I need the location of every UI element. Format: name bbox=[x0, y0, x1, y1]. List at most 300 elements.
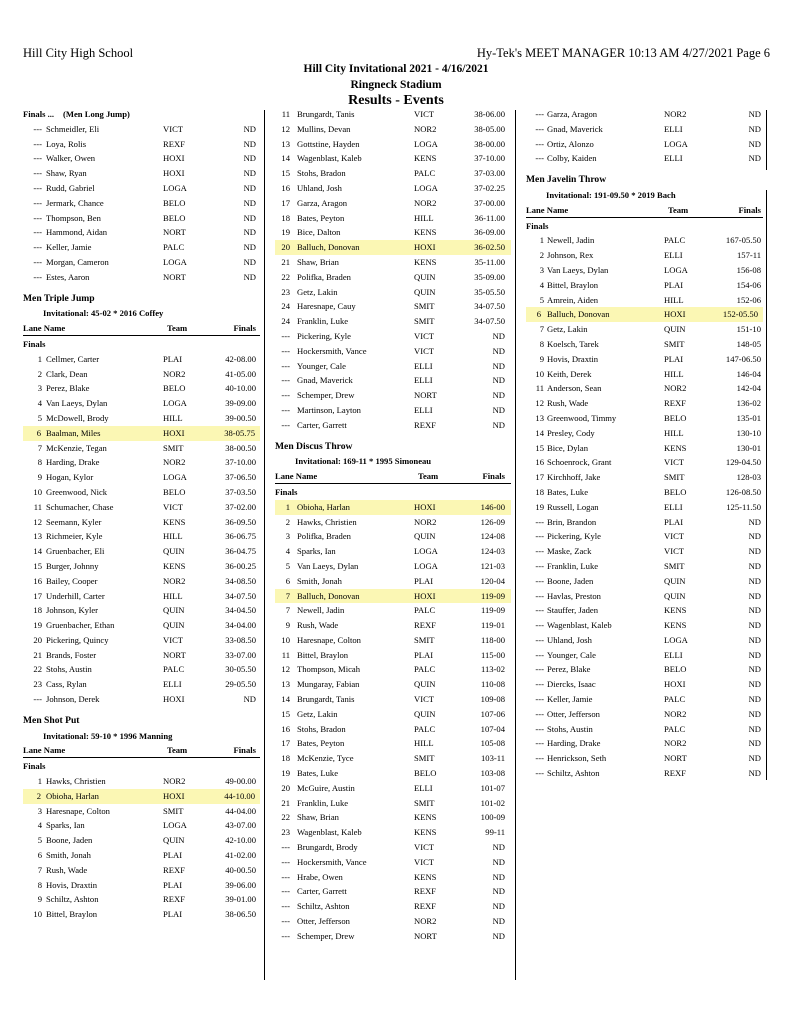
place: 7 bbox=[285, 590, 290, 601]
team-code: SMIT bbox=[414, 316, 435, 327]
place: --- bbox=[281, 330, 290, 341]
team-code: ELLI bbox=[414, 360, 433, 371]
team-code: KENS bbox=[664, 605, 687, 616]
team-code: VICT bbox=[414, 345, 435, 356]
athlete-name: Getz, Lakin bbox=[297, 708, 338, 719]
team-code: LOGA bbox=[163, 398, 187, 409]
place: 21 bbox=[281, 256, 290, 267]
athlete-name: Bice, Dylan bbox=[547, 442, 589, 453]
event-record bbox=[23, 306, 261, 321]
mark: ND bbox=[748, 123, 761, 134]
mark: 38-00.00 bbox=[474, 138, 505, 149]
mark: 121-03 bbox=[480, 560, 505, 571]
result-row bbox=[526, 618, 766, 633]
mark: 130-01 bbox=[736, 442, 761, 453]
place: 6 bbox=[536, 309, 541, 320]
team-code: HILL bbox=[664, 427, 684, 438]
place: 15 bbox=[535, 442, 544, 453]
athlete-name: Younger, Cale bbox=[547, 649, 596, 660]
team-code: KENS bbox=[414, 812, 437, 823]
team-code: KENS bbox=[414, 227, 437, 238]
mark: ND bbox=[748, 516, 761, 527]
athlete-name: Newell, Jadin bbox=[297, 605, 345, 616]
athlete-name: Keith, Derek bbox=[547, 368, 592, 379]
place: --- bbox=[535, 723, 544, 734]
place: --- bbox=[33, 227, 42, 238]
place: --- bbox=[281, 345, 290, 356]
team-code: QUIN bbox=[414, 271, 436, 282]
athlete-name: Brungardt, Tanis bbox=[297, 109, 355, 119]
result-row bbox=[275, 359, 511, 374]
team-code: BELO bbox=[163, 486, 186, 497]
result-row bbox=[526, 248, 766, 263]
athlete-name: Presley, Cody bbox=[547, 427, 595, 438]
place: --- bbox=[535, 605, 544, 616]
place: 8 bbox=[37, 457, 42, 468]
team-code: NOR2 bbox=[163, 457, 186, 468]
athlete-name: Stohs, Austin bbox=[46, 664, 92, 675]
place: --- bbox=[33, 168, 42, 179]
place: 21 bbox=[281, 797, 290, 808]
athlete-name: Wagenblast, Kaleb bbox=[547, 620, 612, 631]
result-row bbox=[23, 692, 261, 707]
team-code: VICT bbox=[163, 634, 184, 645]
athlete-name: Sparks, Ian bbox=[46, 820, 85, 831]
athlete-name: Polifka, Braden bbox=[297, 271, 351, 282]
team-code: REXF bbox=[163, 894, 185, 905]
mark: 37-10.00 bbox=[225, 457, 256, 468]
team-code: SMIT bbox=[163, 442, 184, 453]
mark: ND bbox=[243, 153, 256, 164]
team-code: NOR2 bbox=[664, 738, 687, 749]
result-row bbox=[23, 485, 261, 500]
finals-header: Finals bbox=[738, 204, 761, 215]
record-text: Invitational: 59-10 * 1996 Manning bbox=[43, 730, 173, 741]
team-code: NORT bbox=[664, 753, 687, 764]
team-code: KENS bbox=[414, 256, 437, 267]
team-code: PLAI bbox=[414, 649, 434, 660]
mark: 135-01 bbox=[736, 412, 761, 423]
place: 21 bbox=[33, 649, 42, 660]
place: --- bbox=[33, 694, 42, 705]
place: 16 bbox=[281, 182, 290, 193]
result-row bbox=[526, 426, 766, 441]
mark: 124-03 bbox=[480, 546, 505, 557]
athlete-name: Walker, Owen bbox=[46, 153, 96, 164]
mark: 148-05 bbox=[736, 338, 761, 349]
place: --- bbox=[33, 212, 42, 223]
result-row bbox=[526, 677, 766, 692]
result-row bbox=[23, 225, 261, 240]
event-title-text: (Men Long Jump) bbox=[63, 109, 130, 119]
team-code: VICT bbox=[163, 123, 184, 134]
athlete-name: Schiltz, Ashton bbox=[547, 768, 600, 779]
result-row bbox=[275, 618, 511, 633]
mark: 39-06.00 bbox=[225, 879, 256, 890]
place: 20 bbox=[33, 634, 42, 645]
team-code: SMIT bbox=[414, 634, 435, 645]
place: --- bbox=[535, 738, 544, 749]
result-row bbox=[526, 603, 766, 618]
athlete-name: Wagenblast, Kaleb bbox=[297, 827, 362, 838]
team-code: HILL bbox=[414, 738, 434, 749]
place: --- bbox=[281, 419, 290, 430]
athlete-name: Shaw, Brian bbox=[297, 812, 339, 823]
team-code: PLAI bbox=[163, 850, 183, 861]
athlete-name: Bittel, Braylon bbox=[46, 909, 98, 920]
results-column-2 bbox=[275, 107, 511, 944]
athlete-name: Hawks, Christien bbox=[46, 776, 106, 787]
place: --- bbox=[535, 634, 544, 645]
finals-header: Finals bbox=[482, 471, 505, 482]
result-row bbox=[23, 907, 261, 922]
mark: ND bbox=[492, 842, 505, 853]
team-code: PALC bbox=[664, 694, 686, 705]
athlete-name: Gottstine, Hayden bbox=[297, 138, 360, 149]
team-code: BELO bbox=[163, 383, 186, 394]
place: 22 bbox=[33, 664, 42, 675]
result-row bbox=[23, 892, 261, 907]
athlete-name: Perez, Blake bbox=[46, 383, 90, 394]
place: 7 bbox=[37, 442, 42, 453]
result-row bbox=[23, 455, 261, 470]
athlete-name: Burger, Johnny bbox=[46, 560, 99, 571]
mark: 157-11 bbox=[736, 250, 761, 261]
column-divider bbox=[515, 110, 516, 980]
mark: 34-07.50 bbox=[474, 316, 505, 327]
result-row bbox=[526, 337, 766, 352]
mark: ND bbox=[243, 138, 256, 149]
athlete-name: Harding, Drake bbox=[46, 457, 100, 468]
mark: 37-06.50 bbox=[225, 472, 256, 483]
mark: 34-04.00 bbox=[225, 620, 256, 631]
athlete-name: Stohs, Bradon bbox=[297, 168, 346, 179]
result-row bbox=[526, 722, 766, 737]
place: 2 bbox=[285, 516, 290, 527]
athlete-name: Bailey, Cooper bbox=[46, 575, 98, 586]
mark: 100-09 bbox=[480, 812, 505, 823]
athlete-name: Estes, Aaron bbox=[46, 271, 90, 282]
mark: ND bbox=[243, 123, 256, 134]
team-code: NOR2 bbox=[163, 575, 186, 586]
team-code: VICT bbox=[414, 330, 435, 341]
mark: 142-04 bbox=[736, 383, 761, 394]
place: 11 bbox=[281, 649, 290, 660]
athlete-name: Hogan, Kylor bbox=[46, 472, 94, 483]
result-row bbox=[23, 411, 261, 426]
team-code: REXF bbox=[414, 886, 436, 897]
athlete-name: Younger, Cale bbox=[297, 360, 346, 371]
mark: 136-02 bbox=[736, 398, 761, 409]
finals-label bbox=[275, 485, 511, 500]
mark: 40-00.50 bbox=[225, 864, 256, 875]
place: --- bbox=[281, 916, 290, 927]
place: 4 bbox=[37, 820, 42, 831]
result-row bbox=[526, 766, 766, 781]
mark: ND bbox=[748, 560, 761, 571]
athlete-name: Rush, Wade bbox=[297, 620, 339, 631]
mark: ND bbox=[492, 930, 505, 941]
place: 7 bbox=[37, 864, 42, 875]
mark: ND bbox=[748, 723, 761, 734]
mark: 34-07.50 bbox=[225, 590, 256, 601]
athlete-name: Kirchhoff, Jake bbox=[547, 472, 601, 483]
place: 1 bbox=[37, 776, 42, 787]
place: 10 bbox=[535, 368, 544, 379]
mark: 37-03.00 bbox=[474, 168, 505, 179]
result-row bbox=[23, 122, 261, 137]
mark: ND bbox=[748, 768, 761, 779]
athlete-name: Uhland, Josh bbox=[297, 182, 342, 193]
mark: 35-09.00 bbox=[474, 271, 505, 282]
team-code: NORT bbox=[414, 390, 437, 401]
result-row bbox=[275, 870, 511, 885]
lane-name-header: Lane Name bbox=[23, 745, 66, 756]
place: --- bbox=[535, 649, 544, 660]
athlete-name: Shaw, Ryan bbox=[46, 168, 87, 179]
place: 18 bbox=[33, 605, 42, 616]
mark: 130-10 bbox=[736, 427, 761, 438]
event-title bbox=[275, 440, 511, 455]
mark: 126-09 bbox=[480, 516, 505, 527]
team-code: QUIN bbox=[414, 286, 436, 297]
team-code: PLAI bbox=[664, 279, 684, 290]
result-row bbox=[275, 677, 511, 692]
athlete-name: McDowell, Brody bbox=[46, 412, 109, 423]
athlete-name: Diercks, Isaac bbox=[547, 679, 596, 690]
athlete-name: Schumacher, Chase bbox=[46, 501, 114, 512]
athlete-name: Rush, Wade bbox=[547, 398, 589, 409]
result-row bbox=[23, 818, 261, 833]
team-code: BELO bbox=[664, 486, 687, 497]
team-code: REXF bbox=[414, 620, 436, 631]
mark: 152-06 bbox=[736, 294, 761, 305]
mark: 120-04 bbox=[480, 575, 505, 586]
result-row bbox=[526, 692, 766, 707]
place: 3 bbox=[539, 264, 544, 275]
mark: 124-08 bbox=[480, 531, 505, 542]
athlete-name: Richmeier, Kyle bbox=[46, 531, 103, 542]
athlete-name: Brin, Brandon bbox=[547, 516, 597, 527]
mark: 119-09 bbox=[480, 590, 505, 601]
mark: ND bbox=[748, 753, 761, 764]
mark: 99-11 bbox=[485, 827, 505, 838]
athlete-name: Loya, Rolis bbox=[46, 138, 87, 149]
mark: ND bbox=[492, 360, 505, 371]
mark: 43-07.00 bbox=[225, 820, 256, 831]
athlete-name: Henrickson, Seth bbox=[547, 753, 607, 764]
athlete-name: Polifka, Braden bbox=[297, 531, 351, 542]
result-row bbox=[526, 559, 766, 574]
athlete-name: Johnson, Rex bbox=[547, 250, 594, 261]
place: --- bbox=[535, 138, 544, 149]
results-title: Results - Events bbox=[348, 93, 444, 108]
venue-name: Ringneck Stadium bbox=[350, 79, 442, 91]
team-code: LOGA bbox=[163, 820, 187, 831]
place: 14 bbox=[33, 546, 42, 557]
place: --- bbox=[281, 375, 290, 386]
athlete-name: Otter, Jefferson bbox=[547, 708, 600, 719]
mark: ND bbox=[492, 871, 505, 882]
team-code: SMIT bbox=[414, 301, 435, 312]
result-row bbox=[23, 515, 261, 530]
athlete-name: Jermark, Chance bbox=[46, 197, 104, 208]
athlete-name: Carter, Garrett bbox=[297, 419, 347, 430]
place: 10 bbox=[33, 909, 42, 920]
result-row bbox=[23, 381, 261, 396]
result-row bbox=[526, 633, 766, 648]
team-code: HOXI bbox=[664, 309, 686, 320]
athlete-name: Underhill, Carter bbox=[46, 590, 105, 601]
team-code: NOR2 bbox=[664, 109, 687, 119]
result-row bbox=[526, 500, 766, 515]
place: 4 bbox=[285, 546, 290, 557]
place: 14 bbox=[281, 153, 290, 164]
team-code: HOXI bbox=[414, 242, 436, 253]
event-record bbox=[275, 454, 511, 469]
team-code: NOR2 bbox=[414, 197, 437, 208]
result-row bbox=[23, 500, 261, 515]
mark: 33-07.00 bbox=[225, 649, 256, 660]
athlete-name: Harding, Drake bbox=[547, 738, 601, 749]
mark: 152-05.50 bbox=[722, 309, 758, 320]
place: 2 bbox=[36, 790, 41, 801]
team-code: KENS bbox=[414, 827, 437, 838]
finals-label-text: Finals bbox=[23, 338, 46, 349]
team-code: HILL bbox=[414, 212, 434, 223]
athlete-name: Perez, Blake bbox=[547, 664, 591, 675]
team-code: QUIN bbox=[163, 835, 185, 846]
finals-header: Finals bbox=[233, 745, 256, 756]
team-code: QUIN bbox=[664, 324, 686, 335]
result-row bbox=[526, 485, 766, 500]
mark: 36-09.50 bbox=[225, 516, 256, 527]
athlete-name: Bates, Peyton bbox=[297, 212, 345, 223]
mark: ND bbox=[748, 605, 761, 616]
column-headers bbox=[526, 203, 766, 218]
team-header: Team bbox=[167, 323, 188, 334]
mark: 36-00.25 bbox=[225, 560, 256, 571]
team-code: HOXI bbox=[163, 694, 185, 705]
athlete-name: Franklin, Luke bbox=[547, 560, 599, 571]
team-code: NOR2 bbox=[664, 383, 687, 394]
mark: ND bbox=[748, 153, 761, 164]
mark: 36-04.75 bbox=[225, 546, 256, 557]
place: 11 bbox=[281, 109, 290, 119]
result-row bbox=[275, 662, 511, 677]
column-divider bbox=[264, 110, 265, 980]
result-row bbox=[526, 648, 766, 663]
team-code: REXF bbox=[414, 901, 436, 912]
team-code: HILL bbox=[664, 368, 684, 379]
mark: 107-06 bbox=[480, 708, 505, 719]
place: 8 bbox=[37, 879, 42, 890]
mark: ND bbox=[492, 916, 505, 927]
team-code: NOR2 bbox=[664, 708, 687, 719]
result-row bbox=[526, 411, 766, 426]
result-row bbox=[275, 388, 511, 403]
result-row bbox=[23, 618, 261, 633]
place: 3 bbox=[37, 383, 42, 394]
team-code: LOGA bbox=[664, 634, 688, 645]
mark: 34-07.50 bbox=[474, 301, 505, 312]
result-row bbox=[23, 181, 261, 196]
column-divider bbox=[766, 190, 767, 780]
result-row bbox=[23, 255, 261, 270]
athlete-name: Gnad, Maverick bbox=[297, 375, 353, 386]
team-code: LOGA bbox=[664, 264, 688, 275]
mark: ND bbox=[748, 138, 761, 149]
place: --- bbox=[281, 390, 290, 401]
mark: 42-08.00 bbox=[225, 353, 256, 364]
team-code: ELLI bbox=[664, 649, 683, 660]
result-row bbox=[526, 589, 766, 604]
mark: ND bbox=[492, 375, 505, 386]
mark: 37-10.00 bbox=[474, 153, 505, 164]
result-row bbox=[23, 211, 261, 226]
team-code: VICT bbox=[664, 531, 685, 542]
place: 17 bbox=[281, 738, 290, 749]
mark: ND bbox=[748, 546, 761, 557]
place: 20 bbox=[281, 242, 290, 253]
result-row bbox=[526, 293, 766, 308]
result-row bbox=[23, 544, 261, 559]
athlete-name: Balluch, Donovan bbox=[297, 590, 360, 601]
team-code: HILL bbox=[664, 294, 684, 305]
mark: 101-07 bbox=[480, 782, 505, 793]
team-code: LOGA bbox=[163, 256, 187, 267]
athlete-name: Thompson, Ben bbox=[46, 212, 101, 223]
event-title-text: Men Triple Jump bbox=[23, 292, 95, 304]
athlete-name: Garza, Aragon bbox=[297, 197, 348, 208]
mark: ND bbox=[243, 271, 256, 282]
team-code: HILL bbox=[163, 590, 183, 601]
team-code: PALC bbox=[163, 242, 185, 253]
result-row bbox=[23, 804, 261, 819]
team-code: PALC bbox=[414, 664, 436, 675]
result-row bbox=[23, 589, 261, 604]
mark: 154-06 bbox=[736, 279, 761, 290]
mark: 38-06.00 bbox=[474, 109, 505, 119]
mark: ND bbox=[492, 345, 505, 356]
result-row bbox=[23, 648, 261, 663]
athlete-name: McKenzie, Tyce bbox=[297, 753, 354, 764]
athlete-name: Schoenrock, Grant bbox=[547, 457, 612, 468]
event-title-text: Men Shot Put bbox=[23, 714, 80, 726]
result-row bbox=[275, 403, 511, 418]
result-row bbox=[526, 707, 766, 722]
mark: 34-08.50 bbox=[225, 575, 256, 586]
team-code: PLAI bbox=[163, 909, 183, 920]
athlete-name: Newell, Jadin bbox=[547, 235, 595, 246]
place: 18 bbox=[281, 212, 290, 223]
mark: ND bbox=[492, 886, 505, 897]
mark: 101-02 bbox=[480, 797, 505, 808]
mark: ND bbox=[243, 197, 256, 208]
place: 16 bbox=[535, 457, 544, 468]
place: 15 bbox=[33, 560, 42, 571]
athlete-name: Brands, Foster bbox=[46, 649, 97, 660]
mark: ND bbox=[243, 212, 256, 223]
place: 7 bbox=[285, 605, 290, 616]
athlete-name: Ortiz, Alonzo bbox=[547, 138, 594, 149]
result-row bbox=[275, 648, 511, 663]
athlete-name: Bates, Luke bbox=[297, 768, 339, 779]
result-row bbox=[526, 307, 763, 322]
place: 12 bbox=[281, 664, 290, 675]
athlete-name: Bates, Peyton bbox=[297, 738, 345, 749]
result-row bbox=[23, 833, 261, 848]
